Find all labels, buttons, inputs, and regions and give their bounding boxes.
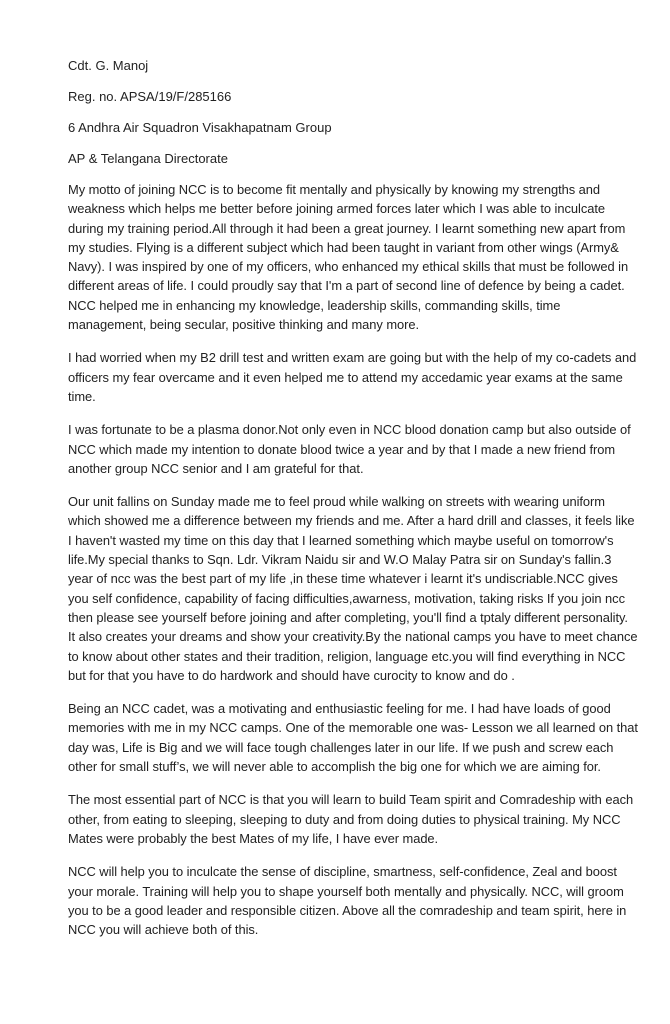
paragraph-drill-test: I had worried when my B2 drill test and written exam are going but with the help of my co-cadets and officers my fear overcame and it even helped me to attend my accedamic year exams at the same time. xyxy=(68,350,637,404)
cadet-name: Cdt. G. Manoj xyxy=(68,58,149,73)
directorate-name: AP & Telangana Directorate xyxy=(68,151,228,166)
paragraph-team-spirit: The most essential part of NCC is that you will learn to build Team spirit and Comradeship with each other, from eating to sleeping, sleeping to duty and from doing duties to physical training. My NCC Mates were probably the best Mates of my life, I have ever made. xyxy=(68,792,634,846)
document-page xyxy=(68,56,638,953)
unit-name: 6 Andhra Air Squadron Visakhapatnam Group xyxy=(68,120,332,135)
paragraph-motto: My motto of joining NCC is to become fit mentally and physically by knowing my strengths and weakness which helps me better before joining armed forces later which I was able to inculcate during my training period.All through it had been a great journey. I learnt something new apart from my studies. Flying is a different subject which had been taught in variant from other wings (Army& Navy). I was inspired by one of my officers, who enhanced my ethical skills that must be followed in different areas of life. I could proudly say that I'm a part of second line of defence by being a cadet. NCC helped me in enhancing my knowledge, leadership skills, commanding skills, time management, being secular, positive thinking and many more. xyxy=(68,182,629,333)
paragraph-plasma-donor: I was fortunate to be a plasma donor.Not only even in NCC blood donation camp but also outside of NCC which made my intention to donate blood twice a year and by that I made a new friend from another group NCC senior and I am grateful for that. xyxy=(68,422,631,476)
registration-number: Reg. no. APSA/19/F/285166 xyxy=(68,89,232,104)
paragraph-discipline: NCC will help you to inculcate the sense of discipline, smartness, self-confidence, Zeal and boost your morale. Training will help you to shape yourself both mentally and physically. NCC, will groom you to be a good leader and responsible citizen. Above all the comradeship and team spirit, here in NCC you will achieve both of this. xyxy=(68,864,627,938)
paragraph-unit-fallins: Our unit fallins on Sunday made me to feel proud while walking on streets with wearing uniform which showed me a difference between my friends and me. After a hard drill and classes, it feels like I haven't wasted my time on this day that I learned something which maybe useful on tomorrow's life.My special thanks to Sqn. Ldr. Vikram Naidu sir and W.O Malay Patra sir on Sunday's fallin.3 year of ncc was the best part of my life ,in these time whatever i learnt it's undiscriable.NCC gives you self confidence, capability of facing difficulties,awarness, motivation, taking risks If you join ncc then please see yourself before joining and after completing, you'll find a tptaly different personality. It also creates your dreams and show your creativity.By the national camps you have to meet chance to know about other states and their tradition, religion, language etc.you will find everything in NCC but for that you have to do hardwork and should have curocity to know and do . xyxy=(68,494,638,683)
paragraph-ncc-cadet: Being an NCC cadet, was a motivating and enthusiastic feeling for me. I had have loads of good memories with me in my NCC camps. One of the memorable one was- Lesson we all learned on that day was, Life is Big and we will face tough challenges later in our life. If we push and screw each other for small stuff’s, we will never able to accomplish the big one for which we are aiming for. xyxy=(68,701,638,775)
